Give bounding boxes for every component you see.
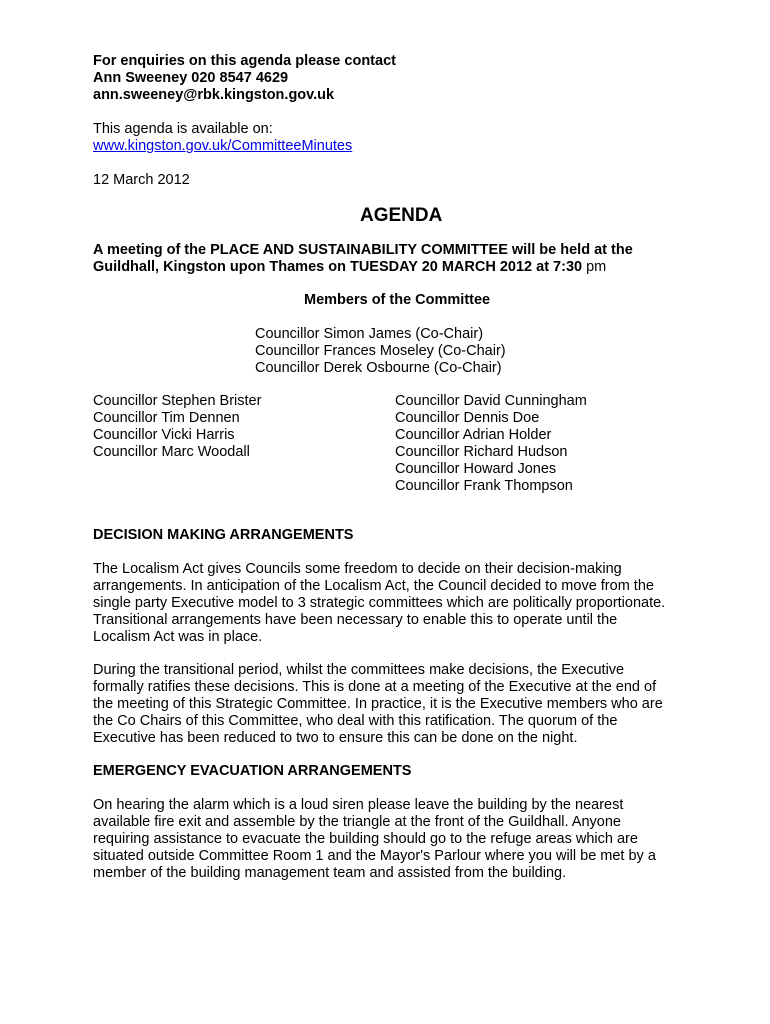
paragraph-line: available fire exit and assemble by the triangle at the front of the Guildhall. Anyone [93, 814, 621, 830]
meeting-line-1 [93, 242, 633, 259]
decision-paragraph-2 [93, 662, 713, 747]
agenda-date: 12 March 2012 [93, 172, 190, 188]
paragraph-line: During the transitional period, whilst the committees make decisions, the Executive [93, 662, 625, 678]
paragraph-line: requiring assistance to evacuate the building should go to the refuge areas which are [93, 831, 638, 847]
paragraph-line: arrangements. In anticipation of the Localism Act, the Council decided to move from the [93, 578, 654, 594]
co-chair-item: Councillor Simon James (Co-Chair) [255, 326, 484, 342]
evacuation-paragraph [93, 797, 713, 882]
decision-making-heading: DECISION MAKING ARRANGEMENTS [93, 527, 354, 543]
co-chairs-list [255, 326, 506, 377]
meeting-line-2-a: Guildhall, Kingston upon Thames on [93, 259, 350, 275]
page-title: AGENDA [360, 205, 443, 226]
meeting-time: at 7:30 [532, 259, 583, 275]
paragraph-line: the Co Chairs of this Committee, who deal with this ratification. The quorum of the [93, 713, 618, 729]
member-item: Councillor Marc Woodall [93, 444, 250, 460]
members-heading: Members of the Committee [304, 292, 491, 308]
member-item: Councillor Howard Jones [395, 461, 557, 477]
meeting-line-1-c: will be held at the [507, 242, 633, 258]
member-item: Councillor Frank Thompson [395, 478, 573, 494]
member-item: Councillor Adrian Holder [395, 427, 552, 443]
meeting-line-1-a: A meeting of the [93, 242, 211, 258]
meeting-date: TUESDAY 20 MARCH 2012 [349, 259, 533, 275]
paragraph-line: Executive has been reduced to two to ensure this can be done on the night. [93, 730, 578, 746]
paragraph-line: single party Executive model to 3 strategic committees which are politically proportionate. [93, 595, 666, 611]
members-left-column [93, 393, 261, 461]
member-item: Councillor Tim Dennen [93, 410, 240, 426]
co-chair-item: Councillor Derek Osbourne (Co-Chair) [255, 360, 502, 376]
members-right-column [395, 393, 587, 495]
contact-line-1: For enquiries on this agenda please contact [93, 53, 396, 69]
member-item: Councillor Richard Hudson [395, 444, 568, 460]
paragraph-line: Localism Act was in place. [93, 629, 263, 645]
evacuation-heading: EMERGENCY EVACUATION ARRANGEMENTS [93, 763, 412, 779]
committee-name: PLACE AND SUSTAINABILITY COMMITTEE [210, 242, 508, 258]
member-item: Councillor Stephen Brister [93, 393, 262, 409]
paragraph-line: situated outside Committee Room 1 and the Mayor's Parlour where you will be met by a [93, 848, 656, 864]
paragraph-line: the meeting of this Strategic Committee. In practice, it is the Executive members who are [93, 696, 663, 712]
availability-text: This agenda is available on: [93, 121, 273, 137]
meeting-line-2 [93, 259, 606, 276]
contact-email: ann.sweeney@rbk.kingston.gov.uk [93, 87, 335, 103]
paragraph-line: formally ratifies these decisions. This is done at a meeting of the Executive at the end of [93, 679, 657, 695]
decision-paragraph-1 [93, 561, 713, 646]
committee-minutes-link[interactable]: www.kingston.gov.uk/CommitteeMinutes [93, 138, 353, 154]
member-item: Councillor Vicki Harris [93, 427, 235, 443]
paragraph-line: On hearing the alarm which is a loud siren please leave the building by the nearest [93, 797, 624, 813]
paragraph-line: member of the building management team and assisted from the building. [93, 865, 567, 881]
co-chair-item: Councillor Frances Moseley (Co-Chair) [255, 343, 506, 359]
meeting-time-suffix: pm [582, 259, 607, 275]
member-item: Councillor David Cunningham [395, 393, 587, 409]
member-item: Councillor Dennis Doe [395, 410, 540, 426]
paragraph-line: The Localism Act gives Councils some freedom to decide on their decision-making [93, 561, 622, 577]
contact-name-phone: Ann Sweeney 020 8547 4629 [93, 70, 289, 86]
paragraph-line: Transitional arrangements have been necessary to enable this to operate until the [93, 612, 618, 628]
